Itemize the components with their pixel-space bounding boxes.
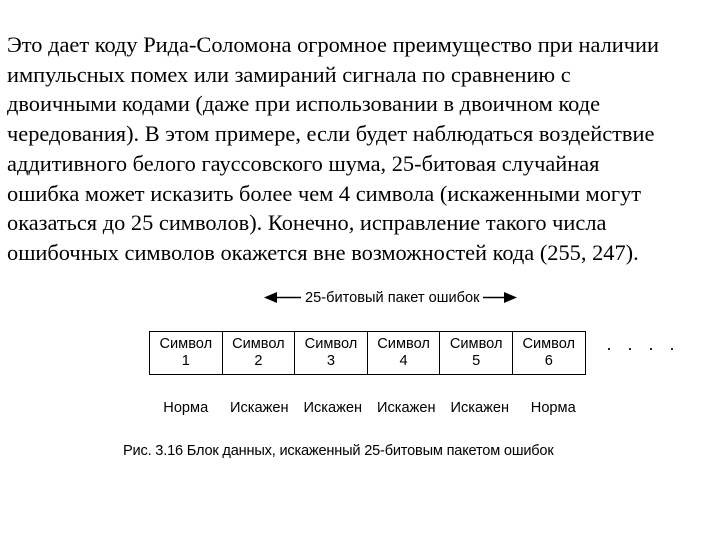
symbol-cell-3	[295, 332, 368, 375]
symbol-cell-6	[512, 332, 585, 375]
burst-arrow-left-head	[264, 292, 277, 303]
symbol-cell-1	[150, 332, 223, 375]
burst-arrow-right-head	[504, 292, 517, 303]
symbol-cell-4	[367, 332, 440, 375]
paragraph-line: чередования). В этом примере, если будет наблюдаться воздействие	[7, 121, 655, 147]
symbol-status-row	[149, 400, 593, 420]
symbol-cell-2	[222, 332, 295, 375]
symbol-number: 6	[544, 353, 553, 369]
paragraph-line: ошибочных символов окажется вне возможностей кода (255, 247).	[7, 239, 639, 265]
symbol-word: Символ	[232, 336, 285, 352]
figure-caption: Рис. 3.16 Блок данных, искаженный 25-битовым пакетом ошибок	[123, 443, 554, 459]
symbol-status-1: Норма	[163, 400, 209, 416]
paragraph-line: ошибка может исказить более чем 4 символа (искаженными могут	[7, 180, 642, 206]
symbol-number: 1	[181, 353, 190, 369]
symbol-status-5: Искажен	[450, 400, 510, 416]
symbol-status-6: Норма	[530, 400, 576, 416]
paragraph-line: импульсных помех или замираний сигнала по сравнению с	[7, 61, 571, 87]
paragraph-line: оказаться до 25 символов). Конечно, исправление такого числа	[7, 210, 607, 236]
paragraph-line: аддитивного белого гауссовского шума, 25-битовая случайная	[7, 150, 600, 176]
symbol-cell-5	[440, 332, 513, 375]
paragraph-line: двоичными кодами (даже при использовании в двоичном коде	[7, 91, 601, 117]
paragraph-line: Это дает коду Рида-Соломона огромное преимущество при наличии	[7, 32, 659, 57]
symbol-word: Символ	[449, 336, 503, 352]
symbol-number: 5	[472, 353, 481, 369]
symbol-block-table	[149, 331, 586, 375]
continuation-ellipsis: · · · ·	[606, 338, 680, 358]
symbol-status-4: Искажен	[376, 400, 436, 416]
symbol-word: Символ	[522, 336, 576, 352]
symbol-status-2: Искажен	[229, 400, 289, 416]
symbol-word: Символ	[159, 336, 213, 352]
symbol-number: 3	[326, 353, 336, 369]
symbol-number: 4	[399, 353, 408, 369]
symbol-word: Символ	[304, 336, 358, 352]
symbol-row	[150, 332, 586, 375]
symbol-status-3: Искажен	[303, 400, 363, 416]
symbol-word: Символ	[377, 336, 430, 352]
burst-label: 25-битовый пакет ошибок	[301, 289, 483, 307]
symbol-number: 2	[254, 353, 263, 369]
